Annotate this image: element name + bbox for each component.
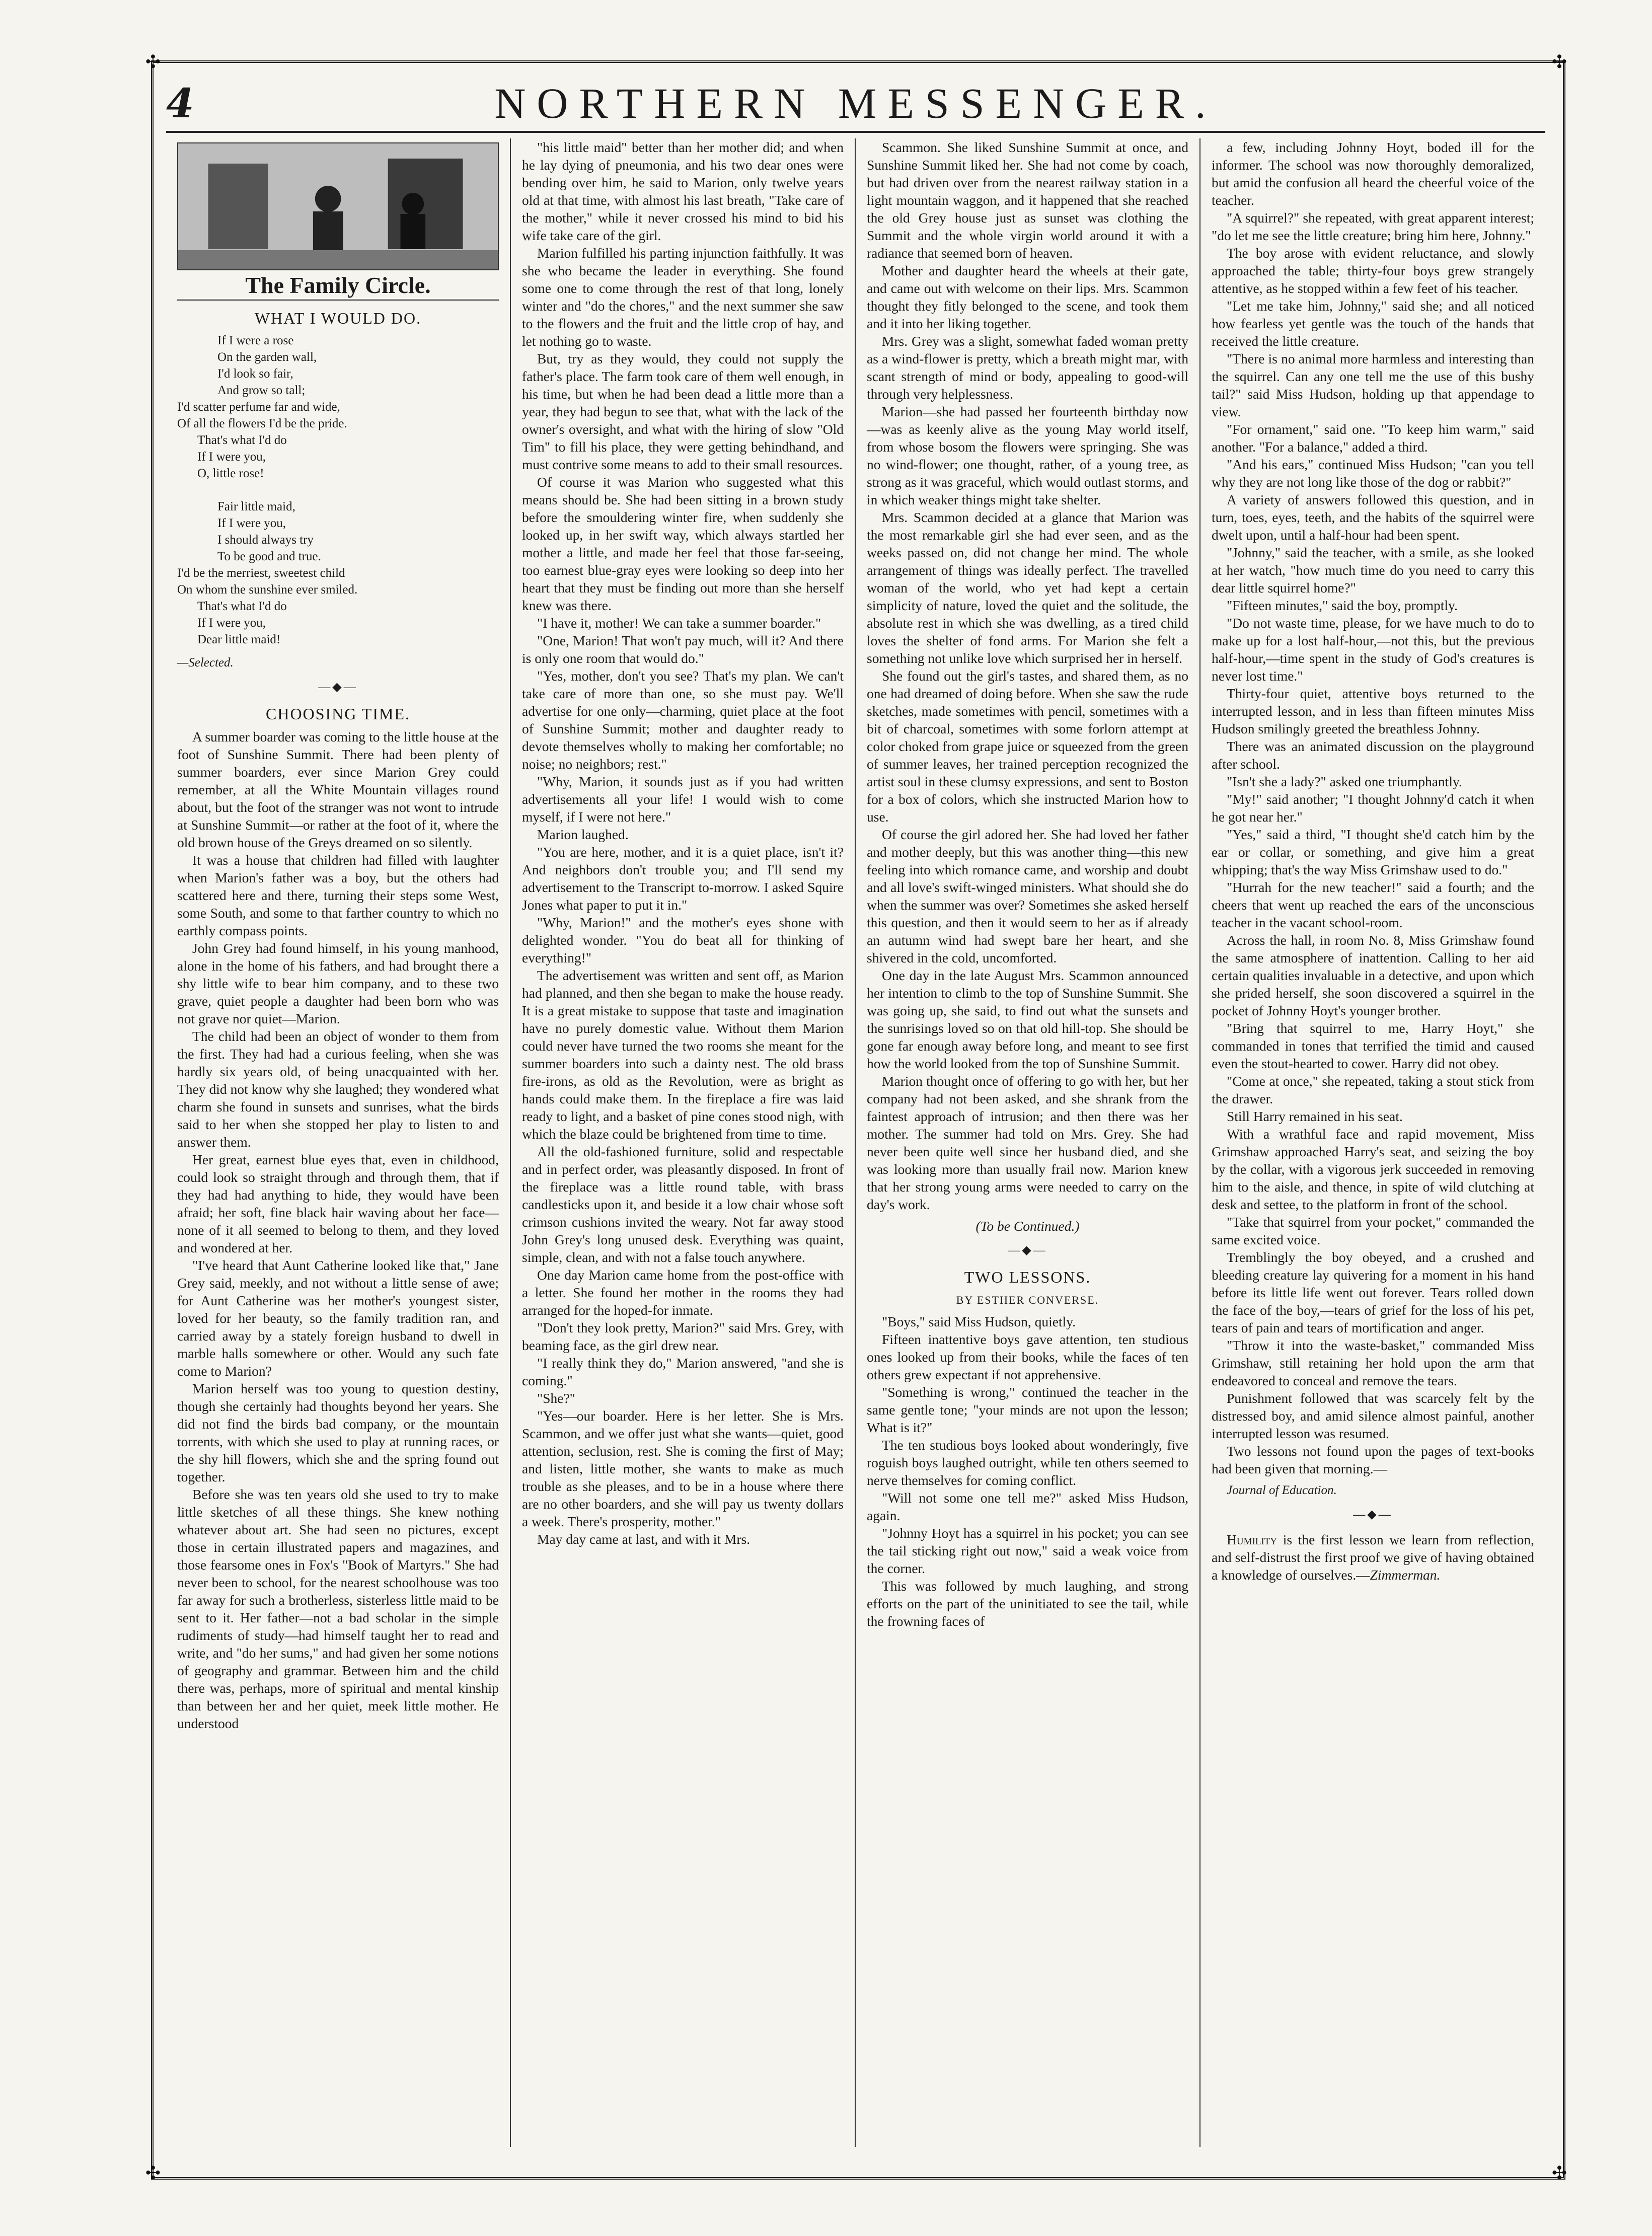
paragraph: She found out the girl's tastes, and shared them, as no one had dreamed of doing before. When she saw the rude sketches, made sometimes with pencil, sometimes with a bit of charcoal, sometimes with some forlorn attempt at color choked from grape juice or squeezed from the green of summer leaves, her trained perception recognized the artist soul in these clumsy expressions, and sent to Boston for a box of colors, which she instructed Marion how to use. — [867, 668, 1188, 825]
paragraph: The child had been an object of wonder to them from the first. They had had a curious feeling, when she was hardly six years old, of being unacquainted with her. They did not know why she laughed; they wondered what charm she found in sunsets and sunrises, what the birds said to her when she stopped her play to listen to and answer them. — [177, 1028, 499, 1150]
corner-ornament: ✣ — [1551, 52, 1567, 72]
paragraph: "I really think they do," Marion answered, "and she is coming." — [522, 1355, 844, 1388]
column-2 — [511, 138, 856, 2147]
poem-line: And grow so tall; — [217, 384, 306, 397]
poem-line: I'd scatter perfume far and wide, — [177, 400, 340, 414]
paragraph: "Do not waste time, please, for we have much to do to make up for a lost half-hour,—not this, but the previous half-hour,—time spent in the study of God's creatures is never lost time." — [1212, 615, 1534, 684]
paragraph: "Yes, mother, don't you see? That's my plan. We can't take care of more than one, so she must pay. We'll advertise for one only—charming, quiet place at the foot of Sunshine Summit; mother and daughter ready to devote themselves wholly to making her comfortable; no noise; no neighbors; rest." — [522, 668, 844, 772]
choosing-time-continued-text — [522, 138, 844, 1548]
paragraph: One day Marion came home from the post-office with a letter. She found her mother in the rooms they had arranged for the hoped-for inmate. — [522, 1267, 844, 1318]
paragraph: "Hurrah for the new teacher!" said a fourth; and the cheers that went up reached the ears of the unconscious teacher in the vacant school-room. — [1212, 879, 1534, 930]
paragraph: "Let me take him, Johnny," said she; and all noticed how fearless yet gentle was the touch of the hands that received the little creature. — [1212, 298, 1534, 349]
masthead — [166, 76, 1545, 133]
paragraph: "Why, Marion, it sounds just as if you had written advertisements all your life! I would wish to come myself, if I were not here." — [522, 774, 844, 825]
paragraph: There was an animated discussion on the playground after school. — [1212, 738, 1534, 772]
paragraph: Of course the girl adored her. She had loved her father and mother deeply, but this was another thing—this new feeling into which romance came, and worship and doubt and all love's swift-winged ministers. What should she do when the summer was over? Sometimes she asked herself this question, and then it would seem to her as if already an autumn wind had swept bare her heart, and she shivered in the cold, uncomforted. — [867, 827, 1188, 965]
poem-line: I'd look so fair, — [217, 367, 293, 381]
journal-credit: Journal of Education. — [1227, 1483, 1337, 1497]
choosing-time-text — [177, 728, 499, 1732]
paragraph: "I have it, mother! We can take a summer boarder." — [537, 615, 821, 631]
paragraph: Before she was ten years old she used to try to make little sketches of all these things. She knew nothing whatever about art. She had seen no pictures, except those in certain illustrated papers and magazines, and those fearsome ones in Fox's "Book of Martyrs." She had never been to school, for the nearest schoolhouse was too far away for such a brotherless, sisterless little maid to be sent to it. Her father—not a bad scholar in the simple rudiments of study—had himself taught her to read and write, and "do her sums," and had given her some notions of geography and grammar. Between him and the child there was, perhaps, more of spiritual and mental kinship than between her and her quiet, meek little mother. He understood — [177, 1486, 499, 1731]
poem-line: To be good and true. — [217, 550, 321, 563]
paragraph: Marion thought once of offering to go with her, but her company had not been asked, and she shrank from the faintest approach of intrusion; and then there was her mother. The summer had told on Mrs. Grey. She had never been quite well since her husband died, and she was looking more than usually frail now. Marion knew that her strong young arms were needed to carry on the day's work. — [867, 1073, 1188, 1212]
paragraph: Tremblingly the boy obeyed, and a crushed and bleeding creature lay quivering for a moment in his hand before its little life went out forever. Tears rolled down the face of the boy,—tears of grief for the loss of his pet, tears of pain and tears of mortification and anger. — [1212, 1249, 1534, 1335]
poem-line: If I were you, — [217, 516, 286, 530]
family-circle-engraving — [177, 142, 499, 270]
paragraph: "Johnny Hoyt has a squirrel in his pocket; you can see the tail sticking right out now," said a weak voice from the corner. — [867, 1525, 1188, 1576]
paragraph: Thirty-four quiet, attentive boys returned to the interrupted lesson, and in less than fifteen minutes Miss Hudson smilingly greeted the breathless Johnny. — [1212, 686, 1534, 736]
paragraph: Marion herself was too young to question destiny, though she certainly had thoughts beyond her years. She did not find the birds bad company, or the mountain torrents, with which she used to play at running races, or the shy hill flowers, which she and the spring found out together. — [177, 1381, 499, 1484]
paragraph: "Johnny," said the teacher, with a smile, as she looked at her watch, "how much time do you need to carry this dear little squirrel home?" — [1212, 545, 1534, 595]
paragraph: "Yes," said a third, "I thought she'd catch him by the ear or collar, or something, and give him a great whipping; that's the way Miss Grimshaw used to do." — [1212, 827, 1534, 877]
paragraph: All the old-fashioned furniture, solid and respectable and in perfect order, was pleasantly disposed. In front of the fireplace was a little round table, with brass candlesticks upon it, and beside it a low chair whose soft crimson cushions invited the weary. Not far away stood John Grey's long unused desk. Everything was quaint, simple, clean, and with not a false touch anywhere. — [522, 1144, 844, 1265]
paragraph: One day in the late August Mrs. Scammon announced her intention to climb to the top of Sunshine Summit. She was going up, she said, to find out what the sunsets and the sunrisings loved so on that old hill-top. She should be gone far enough away before long, and meant to see first how the world looked from the top of Sunshine Summit. — [867, 967, 1188, 1071]
poem-credit: —Selected. — [177, 656, 234, 669]
paragraph: Marion fulfilled his parting injunction faithfully. It was she who became the leader in everything. She found some one to come through the rest of that long, lonely winter and "do the chores," and the next summer she saw to the flowers and the fruit and the little crop of hay, and let nothing go to waste. — [522, 245, 844, 349]
to-be-continued-note: (To be Continued.) — [975, 1218, 1080, 1234]
divider: —◆— — [318, 681, 358, 694]
humility-text: is the first lesson we learn from reflection, and self-distrust the first proof we give of having obtained a knowledge of ourselves.— — [1212, 1532, 1534, 1583]
paragraph: "Isn't she a lady?" asked one triumphantly. — [1227, 774, 1462, 789]
newspaper-title: NORTHERN MESSENGER. — [494, 79, 1217, 127]
poem-line: I should always try — [217, 533, 314, 547]
paragraph: "Throw it into the waste-basket," commanded Miss Grimshaw, still retaining her hold upon the arm that endeavored to conceal and remove the tears. — [1212, 1337, 1534, 1388]
paragraph: "Yes—our boarder. Here is her letter. She is Mrs. Scammon, and we offer just what she wants—quiet, good attention, seclusion, rest. She is coming the first of May; and listen, little mother, she wants to make as much trouble as she pleases, and to be in a house where there are no other boarders, and she will pay us twenty dollars a week. There's prosperity, mother." — [522, 1408, 844, 1529]
paragraph: "Something is wrong," continued the teacher in the same gentle tone; "your minds are not upon the lesson; What is it?" — [867, 1384, 1188, 1435]
family-circle-heading: The Family Circle. — [177, 276, 499, 301]
paragraph: Mrs. Grey was a slight, somewhat faded woman pretty as a wind-flower is pretty, which a breath might mar, with scant strength of mind or body, appealing to good-will through very helplessness. — [867, 333, 1188, 402]
divider: —◆— — [1353, 1508, 1393, 1521]
divider: —◆— — [1008, 1244, 1047, 1257]
paragraph: But, try as they would, they could not supply the father's place. The farm took care of them well enough, in his time, but when he had been dead a little more than a year, they had begun to see that, what with the lack of the owner's oversight, and what with the hiring of slow "Old Tim" to fill his place, they were getting behindhand, and must contrive some means to add to their small resources. — [522, 351, 844, 472]
paragraph: "his little maid" better than her mother did; and when he lay dying of pneumonia, and his two dear ones were bending over him, he said to Marion, only twelve years old at that time, with almost his last breath, "Take care of the mother," while it never crossed his mind to bid his wife take care of the girl. — [522, 139, 844, 243]
corner-ornament: ✣ — [145, 52, 161, 72]
two-lessons-title: TWO LESSONS. — [964, 1268, 1091, 1286]
two-lessons-text — [867, 1313, 1188, 1630]
two-lessons-byline: BY ESTHER CONVERSE. — [956, 1294, 1099, 1306]
paragraph: Mother and daughter heard the wheels at their gate, and came out with welcome on their lips. Mrs. Scammon thought they fitly belonged to the scene, and took them and it into her liking together. — [867, 263, 1188, 331]
paragraph: Scammon. She liked Sunshine Summit at once, and Sunshine Summit liked her. She had not come by coach, but had driven over from the nearest railway station in a light mountain waggon, and it happened that she reached the old Grey house just as sunset was clothing the Summit and the whole virgin world around it with a radiance that seemed born of heaven. — [867, 139, 1188, 261]
poem-line — [177, 482, 499, 498]
paragraph: John Grey had found himself, in his young manhood, alone in the home of his fathers, and had brought there a shy little wife to bear him company, and to these two grave, quiet people a daughter had been born who was not grave nor quiet—Marion. — [177, 940, 499, 1026]
paragraph: "Fifteen minutes," said the boy, promptly. — [1227, 598, 1458, 613]
humility-credit: Zimmerman. — [1370, 1567, 1441, 1583]
choosing-time-title: CHOOSING TIME. — [266, 705, 410, 723]
paragraph: "Will not some one tell me?" asked Miss Hudson, again. — [867, 1490, 1188, 1523]
corner-ornament: ✣ — [145, 2163, 161, 2184]
article-columns — [166, 138, 1545, 2147]
poem-title: WHAT I WOULD DO. — [254, 309, 422, 327]
column-1 — [166, 138, 511, 2147]
paragraph: A summer boarder was coming to the little house at the foot of Sunshine Summit. There had been plenty of summer boarders, ever since Marion Grey could remember, at all the White Mountain villages round about, but the foot of the stranger was not wont to intrude at Sunshine Summit—or rather at the foot of it, where the old brown house of the Greys dreamed on so silently. — [177, 729, 499, 850]
paragraph: It was a house that children had filled with laughter when Marion's father was a boy, but the others had scattered here and there, turning their steps some West, some South, and some to that farther country to which no earthly compass points. — [177, 852, 499, 938]
paragraph: With a wrathful face and rapid movement, Miss Grimshaw approached Harry's seat, and seizing the boy by the collar, with a vigorous jerk succeeded in removing him to the aisle, and thence, in spite of wild clutching at desk and settee, to the platform in front of the school. — [1212, 1126, 1534, 1212]
poem-line: O, little rose! — [197, 467, 264, 480]
poem-line: I'd be the merriest, sweetest child — [177, 566, 345, 580]
paragraph: Punishment followed that was scarcely felt by the distressed boy, and amid silence almost painful, another interrupted lesson was resumed. — [1212, 1390, 1534, 1441]
paragraph: "One, Marion! That won't pay much, will it? And there is only one room that would do." — [522, 633, 844, 666]
paragraph: "Come at once," she repeated, taking a stout stick from the drawer. — [1212, 1073, 1534, 1106]
page-number: 4 — [166, 80, 194, 127]
two-lessons-continued-text — [1212, 138, 1534, 1477]
column-3 — [856, 138, 1200, 2147]
paragraph: Still Harry remained in his seat. — [1227, 1108, 1403, 1124]
paragraph: "You are here, mother, and it is a quiet place, isn't it? And neighbors don't trouble you; and I'll send my advertisement to the Transcript to-morrow. I asked Squire Jones what paper to put it in." — [522, 844, 844, 913]
paragraph: A variety of answers followed this question, and in turn, toes, eyes, teeth, and the habits of the squirrel were dwelt upon, until a half-hour had been spent. — [1212, 492, 1534, 543]
choosing-time-final-text — [867, 138, 1188, 1213]
paragraph: "Don't they look pretty, Marion?" said Mrs. Grey, with beaming face, as the girl drew near. — [522, 1320, 844, 1353]
poem-line: On whom the sunshine ever smiled. — [177, 583, 358, 597]
paragraph: "I've heard that Aunt Catherine looked like that," Jane Grey said, meekly, and not without a little sense of awe; for Aunt Catherine was her mother's youngest sister, loved for her beauty, so the family tradition ran, and carried away by a stately foreign husband to dwell in marble halls somewhere or other. Would any such fate come to Marion? — [177, 1257, 499, 1379]
paragraph: "Why, Marion!" and the mother's eyes shone with delighted wonder. "You do beat all for thinking of everything!" — [522, 915, 844, 965]
poem-line: Fair little maid, — [217, 500, 295, 513]
paragraph: "Take that squirrel from your pocket," commanded the same excited voice. — [1212, 1214, 1534, 1247]
corner-ornament: ✣ — [1551, 2163, 1567, 2184]
paragraph: "For ornament," said one. "To keep him warm," said another. "For a balance," added a third. — [1212, 421, 1534, 455]
poem-line: If I were you, — [197, 616, 266, 630]
column-4 — [1200, 138, 1545, 2147]
paragraph: "Bring that squirrel to me, Harry Hoyt," she commanded in tones that terrified the timid and caused even the stout-hearted to cower. Harry did not obey. — [1212, 1020, 1534, 1071]
paragraph: "My!" said another; "I thought Johnny'd catch it when he got near her." — [1212, 791, 1534, 825]
poem-line: If I were you, — [197, 450, 266, 464]
paragraph: Marion—she had passed her fourteenth birthday now—was as keenly alive as the young May world itself, from whose bosom the flowers were springing. She was no wind-flower; one thought, rather, of a young tree, as strong as it was graceful, which would outlast storms, and in which weaker things might take shelter. — [867, 404, 1188, 507]
paragraph: a few, including Johnny Hoyt, boded ill for the informer. The school was now thoroughly demoralized, but amid the confusion all heard the cheerful voice of the teacher. — [1212, 139, 1534, 208]
poem-line: Of all the flowers I'd be the pride. — [177, 417, 347, 430]
paragraph: Marion laughed. — [537, 827, 629, 842]
paragraph: May day came at last, and with it Mrs. — [537, 1531, 750, 1547]
poem-body — [177, 332, 499, 648]
humility-quote — [1212, 1531, 1534, 1584]
paragraph: "A squirrel?" she repeated, with great apparent interest; "do let me see the little creature; bring him here, Johnny." — [1212, 210, 1534, 243]
paragraph: Of course it was Marion who suggested what this means should be. She had been sitting in a brown study before the smouldering winter fire, when suddenly she looked up, in her swift way, which always startled her mother a little, and made her feel that those far-seeing, too earnest blue-gray eyes were looking so deep into her heart that they must be finding out more than she herself knew was there. — [522, 474, 844, 613]
poem-line: If I were a rose — [217, 334, 294, 347]
paragraph: The ten studious boys looked about wonderingly, five roguish boys laughed outright, while ten others seemed to nerve themselves for coming conflict. — [867, 1437, 1188, 1488]
poem-line: That's what I'd do — [197, 600, 287, 613]
paragraph: "She?" — [537, 1390, 575, 1406]
poem-line: That's what I'd do — [197, 433, 287, 447]
paragraph: "There is no animal more harmless and interesting than the squirrel. Can any one tell me the use of this bushy tail?" said Miss Hudson, holding up that appendage to view. — [1212, 351, 1534, 419]
paragraph: "And his ears," continued Miss Hudson; "can you tell why they are not long like those of the dog or rabbit?" — [1212, 457, 1534, 490]
paragraph: Mrs. Scammon decided at a glance that Marion was the most remarkable girl she had ever seen, and as the weeks passed on, did not change her mind. The whole arrangement of things was ideally perfect. The travelled woman of the world, who yet had kept a certain simplicity of nature, loved the quiet and the solitude, the absolute rest in which she was dwelling, as a tired child loves the shelter of fond arms. For Marion she felt a something not unlike love which surprised her in herself. — [867, 509, 1188, 666]
paragraph: This was followed by much laughing, and strong efforts on the part of the uninitiated to see the tail, while the frowning faces of — [867, 1578, 1188, 1629]
paragraph: "Boys," said Miss Hudson, quietly. — [882, 1314, 1076, 1329]
paragraph: Two lessons not found upon the pages of text-books had been given that morning.— — [1212, 1443, 1534, 1476]
paragraph: The advertisement was written and sent off, as Marion had planned, and then she began to make the house ready. It is a great mistake to suppose that taste and imagination have no purely domestic value. Without them Marion could never have turned the two rooms she meant for the summer boarders into such a dainty nest. The old brass fire-irons, as old as the Revolution, were as bright as hands could make them. In the fireplace a fire was laid ready to light, and a basket of pine cones stood nigh, with which the blaze could be brightened from time to time. — [522, 967, 844, 1142]
paragraph: Her great, earnest blue eyes that, even in childhood, could look so straight through and through them, that if they had had anything to hide, they would have been afraid; her soft, fine black hair waving about her face—none of it all seemed to belong to them, and they loved and wondered at her. — [177, 1152, 499, 1255]
poem-line: On the garden wall, — [217, 350, 317, 364]
paragraph: The boy arose with evident reluctance, and slowly approached the table; thirty-four boys grew strangely attentive, as he stopped within a few feet of his teacher. — [1212, 245, 1534, 296]
poem-line: Dear little maid! — [197, 633, 281, 646]
humility-lead: Humility — [1227, 1532, 1278, 1547]
paragraph: Fifteen inattentive boys gave attention, ten studious ones looked up from their books, while the faces of ten others grew expectant if not apprehensive. — [867, 1331, 1188, 1382]
paragraph: Across the hall, in room No. 8, Miss Grimshaw found the same atmosphere of inattention. Calling to her aid certain qualities invaluable in a detective, and upon which she prided herself, she soon discovered a squirrel in the pocket of Johnny Hoyt's younger brother. — [1212, 932, 1534, 1018]
